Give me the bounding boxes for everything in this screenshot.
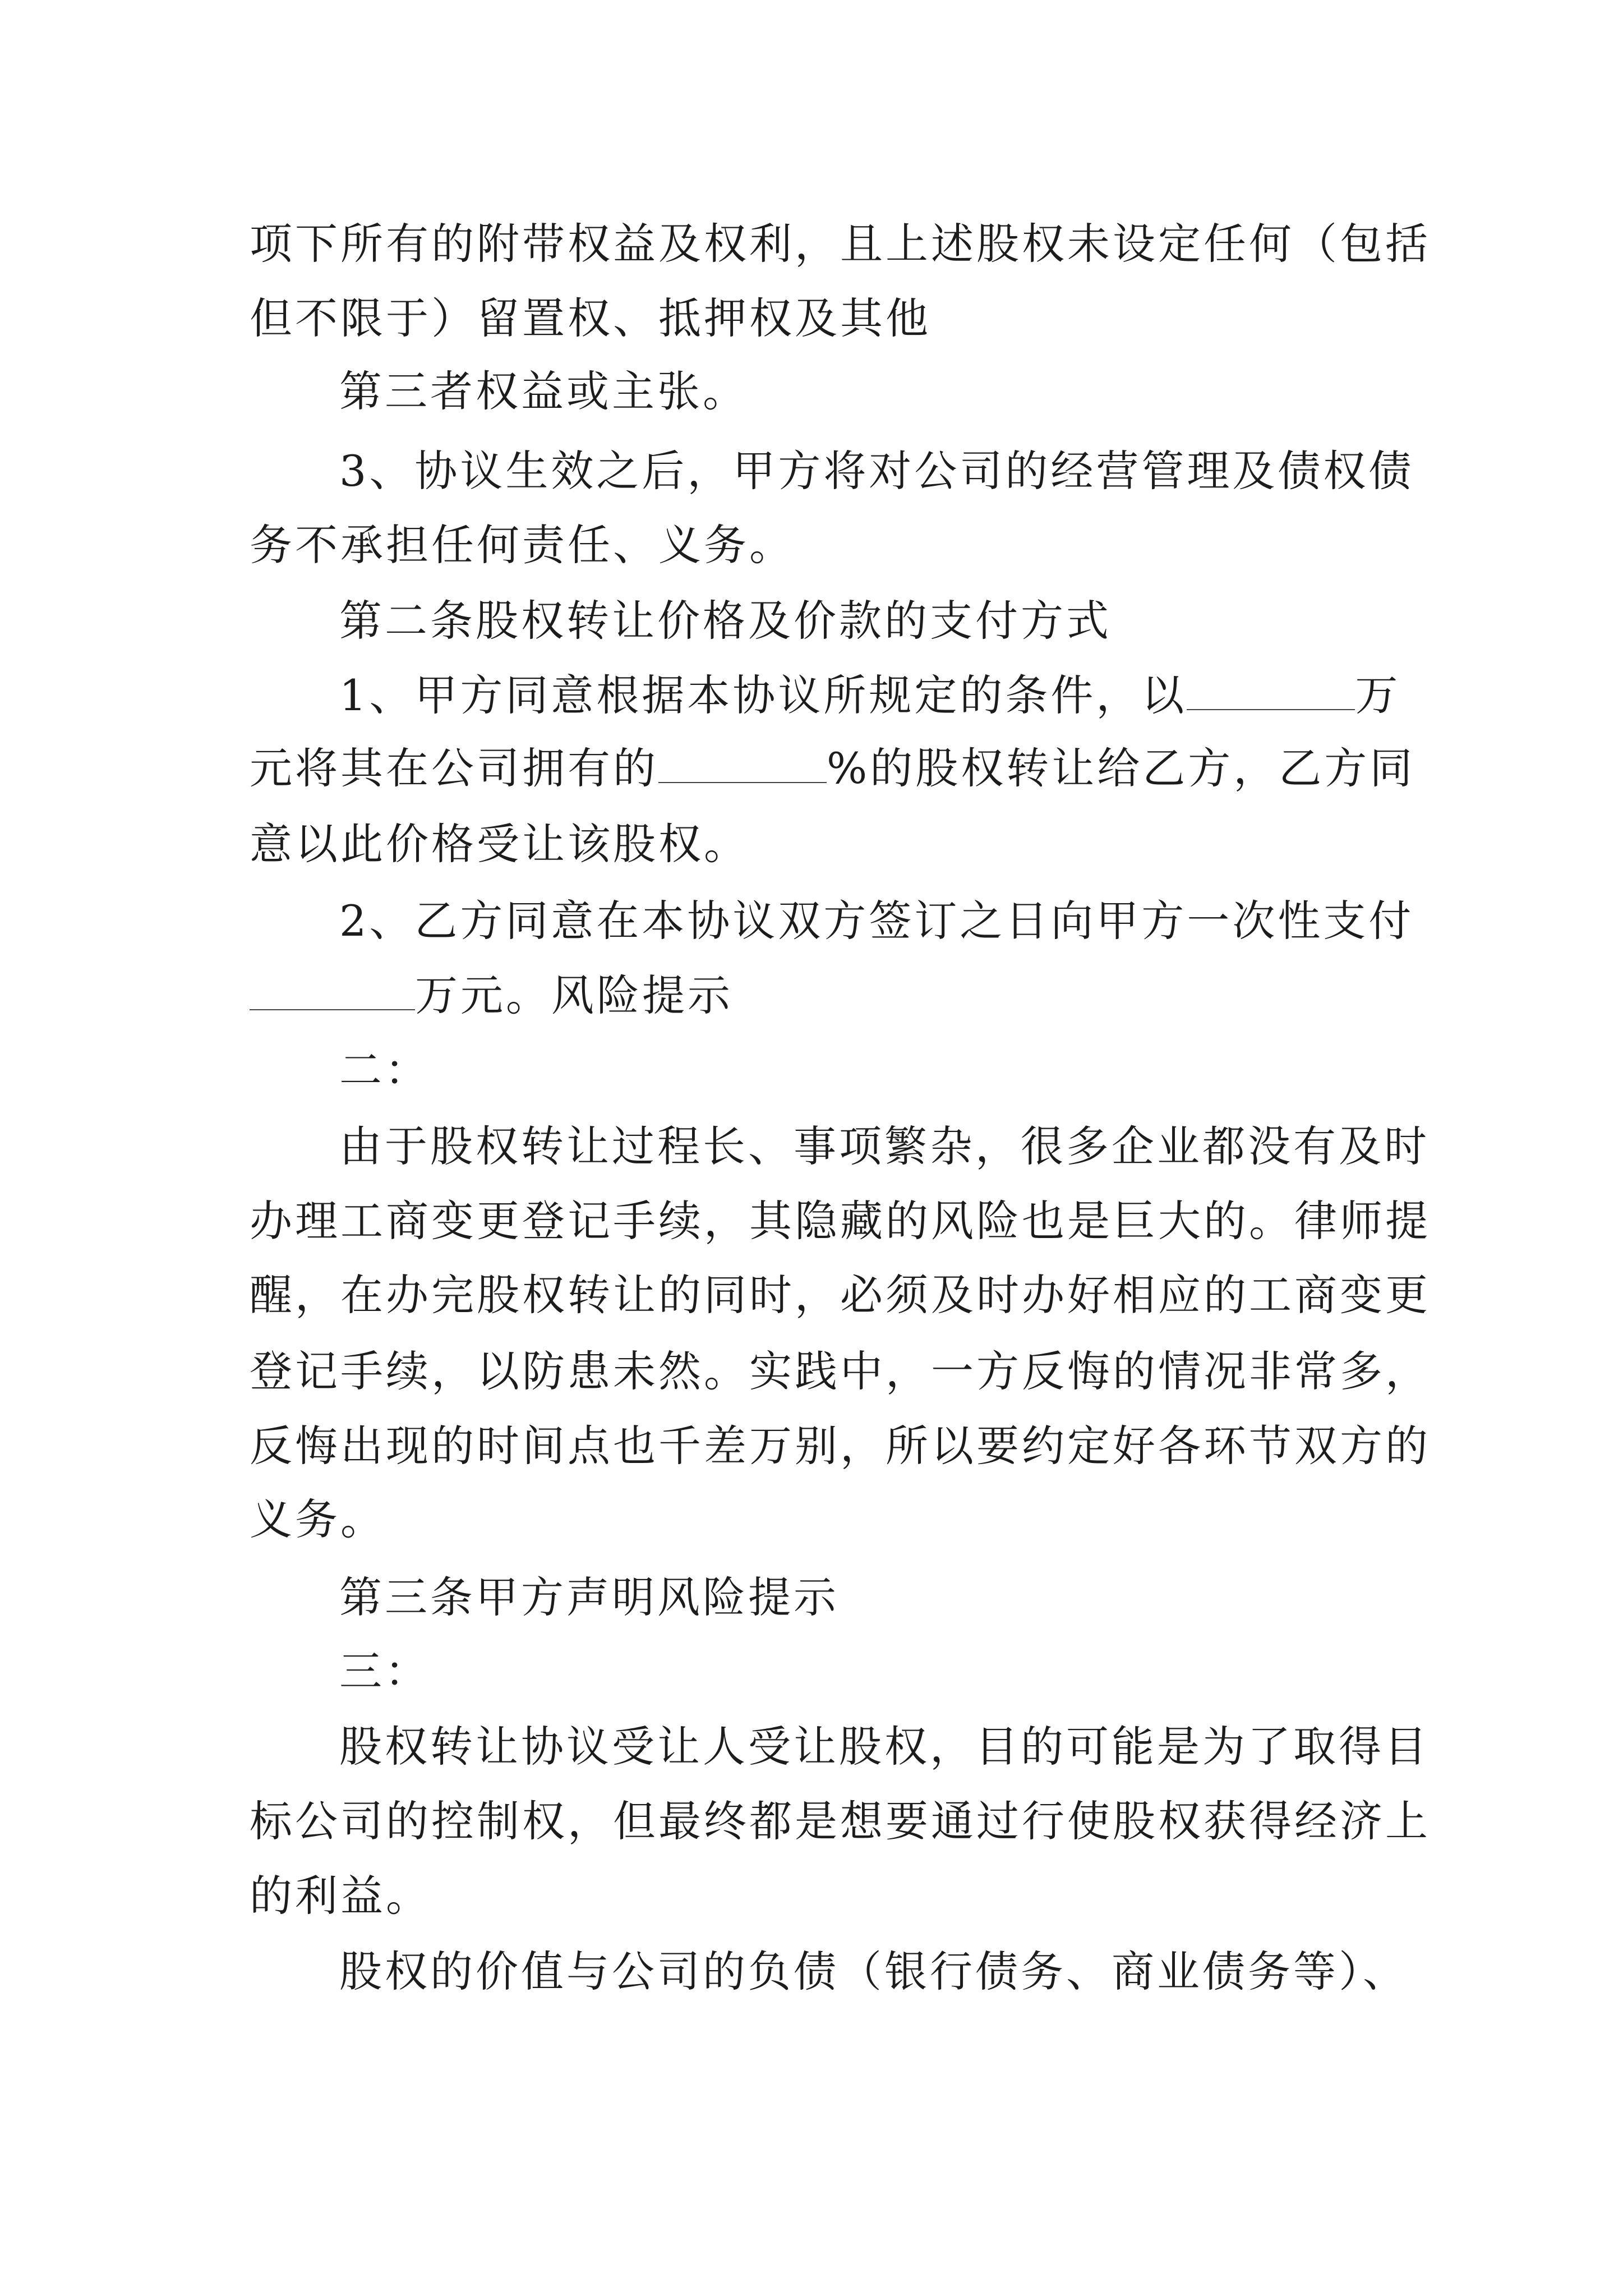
text-line: 标公司的控制权，但最终都是想要通过行使股权获得经济上 xyxy=(250,1796,1431,1846)
text-line: 务不承担任何责任、义务。 xyxy=(250,520,795,570)
text-line: 二： xyxy=(339,1045,430,1095)
text-line: 股权转让协议受让人受让股权，目的可能是为了取得目 xyxy=(339,1722,1430,1772)
section-heading: 第二条股权转让价格及价款的支付方式 xyxy=(339,596,1112,646)
text-line: 办理工商变更登记手续，其隐藏的风险也是巨大的。律师提 xyxy=(250,1196,1431,1246)
text-line: 2、乙方同意在本协议双方签订之日向甲方一次性支付 xyxy=(339,896,1414,946)
text-segment: 1、甲方同意根据本协议所规定的条件，以 xyxy=(339,670,1187,720)
text-line: 醒，在办完股权转让的同时，必须及时办好相应的工商变更 xyxy=(250,1270,1431,1320)
text-segment: 元将其在公司拥有的 xyxy=(250,743,658,793)
text-line: 股权的价值与公司的负债（银行债务、商业债务等）、 xyxy=(339,1947,1408,1996)
text-line: 项下所有的附带权益及权利，且上述股权未设定任何（包括 xyxy=(250,219,1431,269)
text-line: 但不限于）留置权、抵押权及其他 xyxy=(250,293,931,343)
text-line: 登记手续，以防患未然。实践中，一方反悔的情况非常多， xyxy=(250,1346,1431,1396)
text-line: 的利益。 xyxy=(250,1871,431,1921)
text-line: 意以此价格受让该股权。 xyxy=(250,819,749,869)
text-line: 义务。 xyxy=(250,1494,386,1544)
text-segment: %的股权转让给乙方，乙方同 xyxy=(827,743,1415,793)
fill-in-blank-percent xyxy=(658,743,827,783)
text-line xyxy=(339,668,1400,724)
text-line: 3、协议生效之后，甲方将对公司的经营管理及债权债 xyxy=(339,446,1414,496)
text-line: 第三者权益或主张。 xyxy=(339,366,748,416)
text-line: 三： xyxy=(339,1646,430,1696)
fill-in-blank-payment xyxy=(250,970,415,1010)
text-line xyxy=(250,740,1415,797)
fill-in-blank-amount xyxy=(1187,670,1355,710)
text-line: 由于股权转让过程长、事项繁杂，很多企业都没有及时 xyxy=(339,1121,1430,1171)
text-segment: 万元。风险提示 xyxy=(415,970,733,1020)
text-segment: 万 xyxy=(1355,670,1401,720)
text-line xyxy=(250,968,733,1024)
text-line: 反悔出现的时间点也千差万别，所以要约定好各环节双方的 xyxy=(250,1421,1431,1471)
section-heading: 第三条甲方声明风险提示 xyxy=(339,1572,839,1622)
